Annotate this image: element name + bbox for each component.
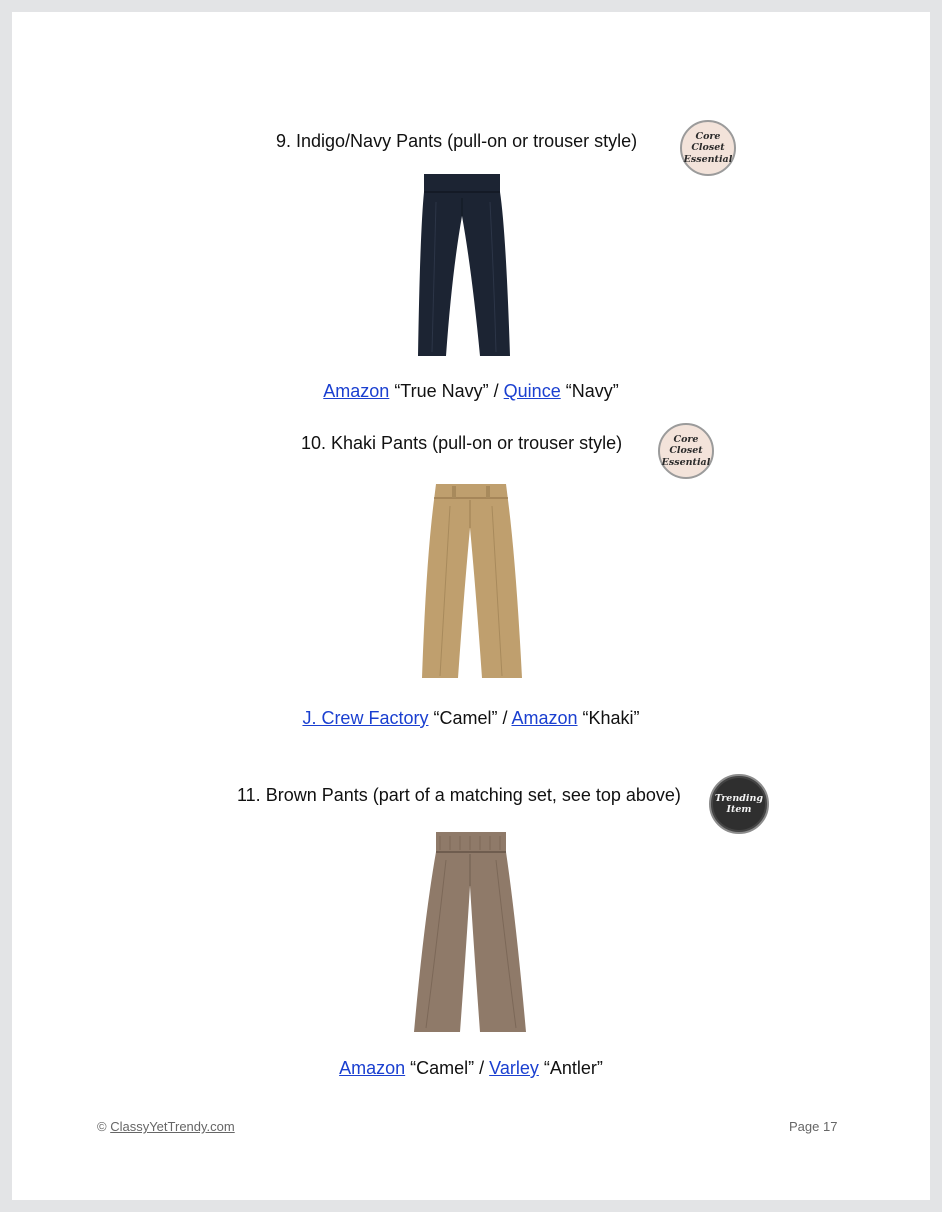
badge-line: Core <box>695 130 721 142</box>
core-closet-essential-badge <box>680 120 736 176</box>
item-heading-navy: 9. Indigo/Navy Pants (pull-on or trouser style) <box>276 131 638 151</box>
amazon-link[interactable]: Amazon <box>323 381 390 401</box>
brown-pants-icon <box>410 830 532 1034</box>
item-links-brown <box>12 1058 930 1079</box>
footer-copyright <box>97 1119 235 1134</box>
link-note: “Khaki” <box>577 708 640 728</box>
badge-line: Core <box>673 433 699 445</box>
document-page <box>12 12 930 1200</box>
badge-line: Essential <box>661 456 711 468</box>
badge-line: Item <box>726 804 752 815</box>
site-link[interactable]: ClassyYetTrendy.com <box>110 1119 235 1134</box>
navy-pants-icon <box>408 172 528 358</box>
jcrew-factory-link[interactable]: J. Crew Factory <box>302 708 429 728</box>
varley-link[interactable]: Varley <box>489 1058 539 1078</box>
quince-link[interactable]: Quince <box>503 381 561 401</box>
item-heading-khaki: 10. Khaki Pants (pull-on or trouser style) <box>301 433 623 453</box>
khaki-pants-icon <box>412 482 532 680</box>
badge-line: Closet <box>691 142 725 154</box>
copyright-symbol: © <box>97 1119 111 1134</box>
link-note: “Camel” / <box>405 1058 490 1078</box>
link-note: “Antler” <box>538 1058 603 1078</box>
page-number: Page 17 <box>789 1119 838 1134</box>
badge-line: Closet <box>669 445 703 457</box>
core-closet-essential-badge <box>658 423 714 479</box>
amazon-link[interactable]: Amazon <box>339 1058 406 1078</box>
item-links-khaki <box>12 708 930 729</box>
badge-line: Essential <box>683 153 733 165</box>
link-note: “Camel” / <box>428 708 512 728</box>
badge-line: Trending <box>714 792 764 804</box>
link-note: “Navy” <box>560 381 619 401</box>
item-heading-brown: 11. Brown Pants (part of a matching set, see top above) <box>237 785 681 805</box>
amazon-link[interactable]: Amazon <box>511 708 578 728</box>
item-links-navy <box>12 381 930 402</box>
link-note: “True Navy” / <box>389 381 504 401</box>
trending-item-badge <box>709 774 769 834</box>
